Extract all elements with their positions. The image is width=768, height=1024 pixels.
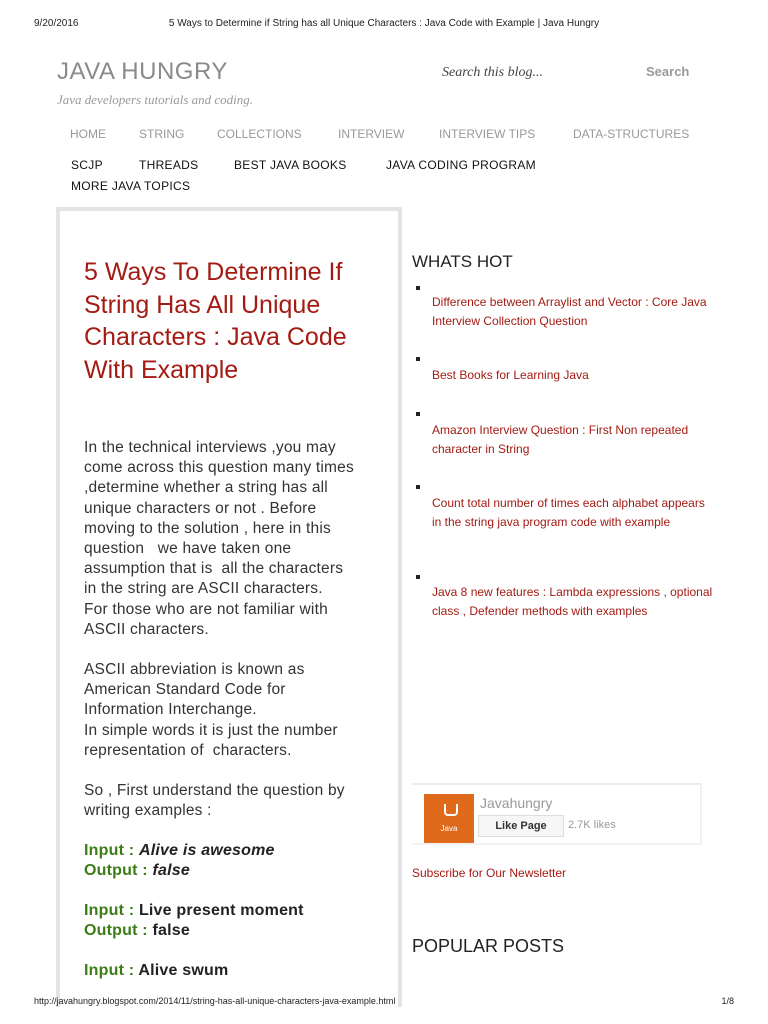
text-line: ,determine whether a string has all xyxy=(84,479,328,497)
search-input[interactable] xyxy=(434,62,620,84)
nav-item-collections[interactable]: COLLECTIONS xyxy=(217,127,302,141)
nav-item-best-java-books[interactable]: BEST JAVA BOOKS xyxy=(234,158,347,172)
nav-item-home[interactable]: HOME xyxy=(70,127,106,141)
nav-item-more-java-topics[interactable]: MORE JAVA TOPICS xyxy=(71,179,191,193)
text-line: writing examples : xyxy=(84,802,212,820)
print-footer xyxy=(34,996,734,1010)
text-line: So , First understand the question by xyxy=(84,782,345,800)
post-title: 5 Ways To Determine If String Has All Unique Characters : Java Code With Example xyxy=(84,258,347,384)
whats-hot-heading: WHATS HOT xyxy=(412,252,513,271)
text-line: In simple words it is just the number xyxy=(84,721,338,739)
example-2 xyxy=(84,901,392,941)
text-line: ASCII abbreviation is known as xyxy=(84,661,305,679)
text-line: unique characters or not . Before xyxy=(84,499,317,517)
example-1 xyxy=(84,841,392,881)
input-value: Alive swum xyxy=(138,962,229,980)
coffee-cup-icon xyxy=(444,804,458,816)
nav-item-interview-tips[interactable]: INTERVIEW TIPS xyxy=(439,127,536,141)
newsletter-link[interactable]: Subscribe for Our Newsletter xyxy=(412,866,567,880)
input-label: Input : xyxy=(84,962,135,980)
text-line: assumption that is all the characters xyxy=(84,560,344,578)
print-url: http://javahungry.blogspot.com/2014/11/string-has-all-unique-characters-java-example.html xyxy=(34,996,396,1006)
input-value: Live present moment xyxy=(138,902,304,920)
post-panel xyxy=(56,207,402,1007)
text-line: moving to the solution , here in this xyxy=(84,519,331,537)
search-button[interactable]: Search xyxy=(646,64,690,79)
primary-nav xyxy=(0,127,768,143)
print-date: 9/20/2016 xyxy=(34,18,79,29)
nav-item-threads[interactable]: THREADS xyxy=(139,158,199,172)
input-label: Input : xyxy=(84,842,135,860)
nav-item-java-coding-program[interactable]: JAVA CODING PROGRAM xyxy=(386,158,536,172)
bullet-icon xyxy=(416,286,420,290)
output-value: false xyxy=(152,922,190,940)
ascii-paragraph xyxy=(84,660,392,761)
bullet-icon xyxy=(416,485,420,489)
text-line: representation of characters. xyxy=(84,741,292,759)
input-label: Input : xyxy=(84,902,135,920)
text-line: Information Interchange. xyxy=(84,701,257,719)
text-line: American Standard Code for xyxy=(84,681,286,699)
examples-intro xyxy=(84,781,392,821)
likes-count: 2.7K likes xyxy=(568,819,616,831)
hot-link[interactable]: Amazon Interview Question : First Non repeated character in String xyxy=(432,423,689,456)
print-page-title: 5 Ways to Determine if String has all Unique Characters : Java Code with Example | Java Hungry xyxy=(168,18,600,29)
logo-text: Java xyxy=(440,824,458,833)
popular-posts-heading: POPULAR POSTS xyxy=(412,936,565,956)
text-line: question we have taken one xyxy=(84,540,292,558)
text-line: come across this question many times xyxy=(84,459,354,477)
print-header xyxy=(34,18,734,32)
nav-item-data-structures[interactable]: DATA-STRUCTURES xyxy=(573,127,690,141)
nav-item-interview[interactable]: INTERVIEW xyxy=(338,127,405,141)
output-value: false xyxy=(152,862,190,880)
hot-link[interactable]: Count total number of times each alphabet appears in the string java program code with example xyxy=(432,496,705,529)
facebook-page-widget xyxy=(412,783,702,845)
blog-description: Java developers tutorials and coding. xyxy=(57,92,254,107)
text-line: ASCII characters. xyxy=(84,620,209,638)
input-value: Alive is awesome xyxy=(138,842,275,860)
intro-paragraph xyxy=(84,438,392,640)
java-logo-icon[interactable] xyxy=(424,794,474,843)
output-label: Output : xyxy=(84,862,148,880)
example-3 xyxy=(84,961,392,981)
hot-link[interactable]: Difference between Arraylist and Vector : Core Java Interview Collection Question xyxy=(432,295,707,328)
output-label: Output : xyxy=(84,922,148,940)
secondary-nav xyxy=(0,158,768,198)
post-body xyxy=(84,438,392,981)
text-line: In the technical interviews ,you may xyxy=(84,439,336,456)
bullet-icon xyxy=(416,412,420,416)
bullet-icon xyxy=(416,575,420,579)
hot-link[interactable]: Java 8 new features : Lambda expressions , optional class , Defender methods with examples xyxy=(432,585,713,618)
nav-item-string[interactable]: STRING xyxy=(139,127,185,141)
hot-link[interactable]: Best Books for Learning Java xyxy=(432,368,589,382)
like-page-button[interactable]: Like Page xyxy=(478,815,564,837)
bullet-icon xyxy=(416,357,420,361)
page-number: 1/8 xyxy=(721,996,734,1006)
blog-title[interactable]: JAVA HUNGRY xyxy=(57,58,228,85)
text-line: For those who are not familiar with xyxy=(84,600,328,618)
nav-item-scjp[interactable]: SCJP xyxy=(71,158,103,172)
text-line: in the string are ASCII characters. xyxy=(84,580,323,598)
fb-page-name[interactable]: Javahungry xyxy=(480,795,553,811)
